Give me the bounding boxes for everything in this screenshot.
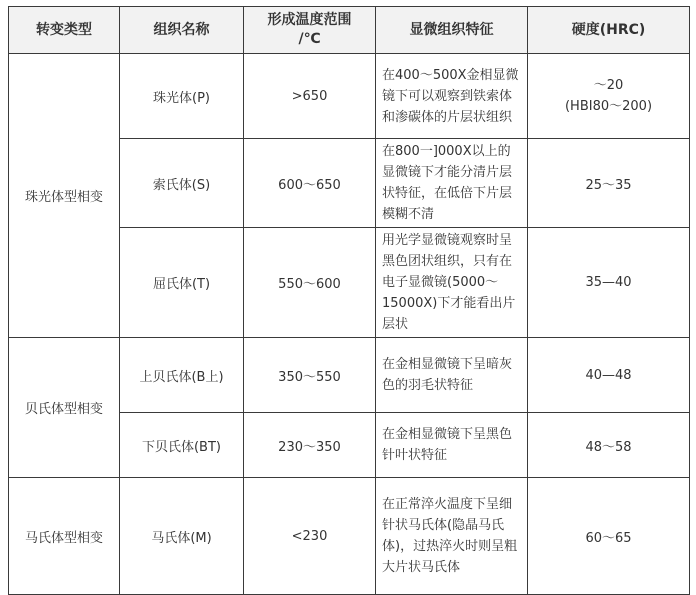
header-temperature-range (244, 7, 376, 54)
hardness-cell: 35—40 (528, 228, 690, 338)
hardness-cell: 25～35 (528, 139, 690, 228)
temperature-cell: 550～600 (244, 228, 376, 338)
hardness-cell: 40—48 (528, 338, 690, 413)
feature-cell: 在400～500X金相显微镜下可以观察到铁索体和渗碳体的片层状组织 (376, 54, 528, 139)
structure-name-cell: 索氏体(S) (120, 139, 244, 228)
group-cell-pearlite: 珠光体型相变 (9, 54, 120, 338)
hardness-cell (528, 54, 690, 139)
table-row (9, 54, 690, 139)
temperature-cell: <230 (244, 478, 376, 595)
hardness-cell: 60～65 (528, 478, 690, 595)
header-temperature-range-line2: /℃ (298, 31, 321, 47)
structure-name-cell: 屈氏体(T) (120, 228, 244, 338)
temperature-cell: 600～650 (244, 139, 376, 228)
header-microstructure-feature: 显微组织特征 (376, 7, 528, 54)
header-row (9, 7, 690, 54)
feature-cell: 用光学显微镜观察时呈黑色团状组织，只有在电子显微镜(5000～15000X)下才能看出片层状 (376, 228, 528, 338)
temperature-cell: >650 (244, 54, 376, 139)
structure-name-cell: 下贝氏体(BT) (120, 413, 244, 478)
feature-cell: 在金相显微镜下呈暗灰色的羽毛状特征 (376, 338, 528, 413)
header-hardness: 硬度(HRC) (528, 7, 690, 54)
structure-name-cell: 上贝氏体(B上) (120, 338, 244, 413)
feature-cell: 在金相显微镜下呈黑色针叶状特征 (376, 413, 528, 478)
table-row (9, 338, 690, 413)
temperature-cell: 350～550 (244, 338, 376, 413)
hardness-hb-value: (HBI80～200) (564, 99, 653, 114)
temperature-cell: 230～350 (244, 413, 376, 478)
hardness-cell: 48～58 (528, 413, 690, 478)
table-row (9, 478, 690, 595)
header-transformation-type: 转变类型 (9, 7, 120, 54)
feature-cell: 在800一]000X以上的显微镜下才能分清片层状特征，在低倍下片层模糊不清 (376, 139, 528, 228)
structure-name-cell: 珠光体(P) (120, 54, 244, 139)
header-temperature-range-line1: 形成温度范围 (267, 12, 352, 28)
hardness-value: ～20 (593, 78, 624, 93)
header-structure-name: 组织名称 (120, 7, 244, 54)
group-cell-bainite: 贝氏体型相变 (9, 338, 120, 478)
feature-cell: 在正常淬火温度下呈细针状马氏体(隐晶马氏体)，过热淬火时则呈粗大片状马氏体 (376, 478, 528, 595)
group-cell-martensite: 马氏体型相变 (9, 478, 120, 595)
phase-transformation-table (8, 6, 690, 595)
structure-name-cell: 马氏体(M) (120, 478, 244, 595)
